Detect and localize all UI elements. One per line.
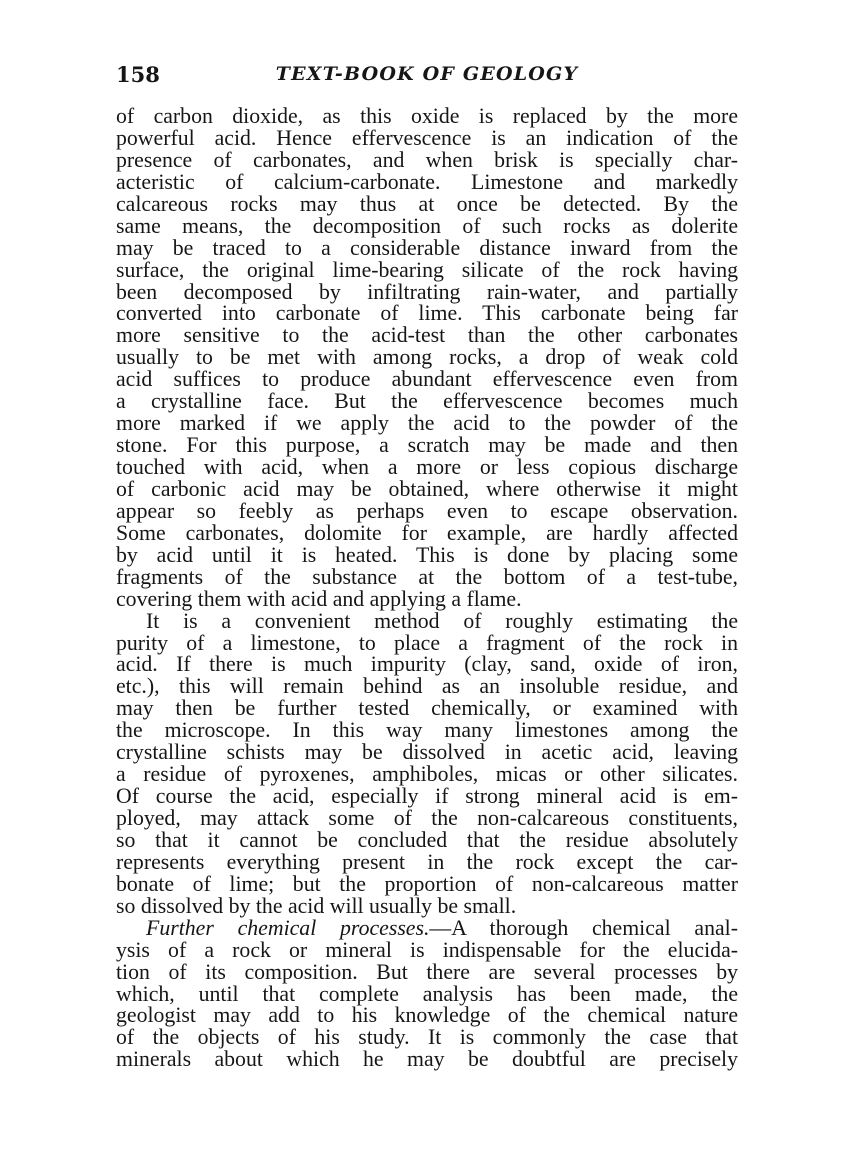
text-line: Some carbonates, dolomite for example, are hardly affected: [116, 520, 738, 545]
text-line: a crystalline face. But the effervescence becomes much: [116, 389, 738, 414]
page-number: 158: [116, 62, 160, 87]
text-line: may then be further tested chemically, or examined with: [116, 696, 738, 721]
text-line: so dissolved by the acid will usually be small.: [116, 893, 517, 918]
text-line: acid. If there is much impurity (clay, sand, oxide of iron,: [116, 652, 738, 677]
text-line: converted into carbonate of lime. This carbonate being far: [116, 301, 738, 326]
text-line: usually to be met with among rocks, a drop of weak cold: [116, 345, 738, 370]
text-line: covering them with acid and applying a flame.: [116, 586, 522, 611]
paragraph-3: [116, 915, 738, 1072]
text-line: acid suffices to produce abundant effervescence even from: [116, 367, 738, 392]
text-line: more marked if we apply the acid to the powder of the: [116, 411, 738, 436]
text-line: of the objects of his study. It is commonly the case that: [116, 1025, 738, 1050]
text-line: ployed, may attack some of the non-calcareous constituents,: [116, 806, 738, 830]
text-line: so that it cannot be concluded that the residue absolutely: [116, 827, 738, 852]
text-line: appear so feebly as perhaps even to escape observation.: [116, 498, 738, 523]
text-line: crystalline schists may be dissolved in acetic acid, leaving: [116, 740, 738, 765]
text-line: the microscope. In this way many limestones among the: [116, 718, 738, 743]
running-head: TEXT-BOOK OF GEOLOGY: [275, 63, 579, 85]
text-line: powerful acid. Hence effervescence is an indication of the: [116, 125, 738, 150]
page-header: [116, 62, 738, 92]
text-line: calcareous rocks may thus at once be detected. By the: [116, 191, 738, 216]
text-line: which, until that complete analysis has been made, the: [116, 981, 738, 1006]
paragraph-2: [116, 608, 738, 918]
text-line: minerals about which he may be doubtful are precisely: [116, 1047, 738, 1072]
paragraph-1: [116, 106, 738, 611]
text-line: same means, the decomposition of such rocks as dolerite: [116, 213, 738, 238]
text-line: surface, the original lime-bearing silicate of the rock having: [116, 257, 738, 282]
text-line: fragments of the substance at the bottom of a test-tube,: [116, 564, 738, 589]
text-line: [116, 915, 738, 940]
text-line: It is a convenient method of roughly estimating the: [146, 608, 738, 633]
text-line: touched with acid, when a more or less copious discharge: [116, 455, 738, 479]
text-line: may be traced to a considerable distance inward from the: [116, 235, 738, 260]
text-line: bonate of lime; but the proportion of non-calcareous matter: [116, 871, 738, 896]
body-text: [116, 106, 738, 1071]
paragraph-heading: Further chemical processes.: [146, 915, 430, 940]
text-line: been decomposed by infiltrating rain-water, and partially: [116, 279, 738, 304]
text-line: tion of its composition. But there are several processes by: [116, 959, 738, 984]
text-line: of carbon dioxide, as this oxide is replaced by the more: [116, 104, 738, 128]
text-line: stone. For this purpose, a scratch may be made and then: [116, 433, 738, 458]
text-line: ysis of a rock or mineral is indispensable for the elucida-: [116, 937, 738, 962]
text-line: of carbonic acid may be obtained, where otherwise it might: [116, 476, 738, 501]
text-line: a residue of pyroxenes, amphiboles, micas or other silicates.: [116, 762, 738, 787]
text-fragment: —A thorough chemical anal-: [429, 915, 738, 940]
text-line: geologist may add to his knowledge of the chemical nature: [116, 1003, 738, 1028]
text-line: purity of a limestone, to place a fragment of the rock in: [116, 630, 738, 655]
text-line: more sensitive to the acid-test than the other carbonates: [116, 323, 738, 348]
text-line: by acid until it is heated. This is done by placing some: [116, 542, 738, 567]
text-line: etc.), this will remain behind as an insoluble residue, and: [116, 674, 738, 699]
text-line: acteristic of calcium-carbonate. Limestone and markedly: [116, 169, 738, 194]
text-line: presence of carbonates, and when brisk is specially char-: [116, 147, 738, 172]
text-line: represents everything present in the rock except the car-: [116, 849, 738, 874]
text-line: Of course the acid, especially if strong mineral acid is em-: [116, 784, 738, 809]
